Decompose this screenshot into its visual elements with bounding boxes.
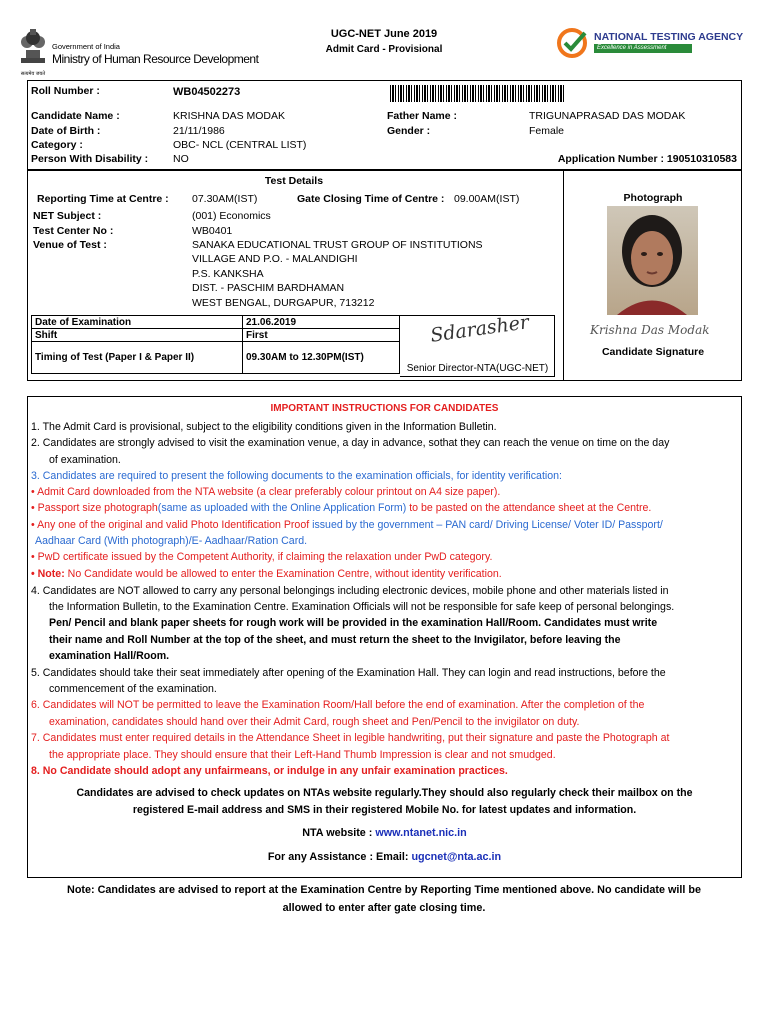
document-bullet-5 [31, 566, 741, 582]
instruction-3: 3. Candidates are required to present the following documents to the examination officials, for identity verification: [31, 470, 562, 482]
shift-label: Shift [32, 329, 243, 342]
category-label: Category : [31, 139, 83, 151]
document-bullet-1: • Admit Card downloaded from the NTA website (a clear preferably colour printout on A4 size paper). [31, 486, 501, 498]
father-value: TRIGUNAPRASAD DAS MODAK [529, 110, 686, 122]
website-link[interactable]: www.ntanet.nic.in [375, 827, 467, 839]
bullet-2-part-b: (same as uploaded with the Online Application Form) [157, 502, 407, 514]
instruction-4a: 4. Candidates are NOT allowed to carry any personal belongings including electronic devices, mobile phone and other materials listed in [31, 585, 669, 597]
bullet-3-part-b: issued by the government – PAN card/ Driving License/ Voter ID/ Passport/ [312, 519, 663, 531]
instruction-4b: the Information Bulletin, to the Examination Centre. Examination Officials will not be responsible for safe keep of personal belongings. [49, 601, 675, 613]
subject-value: (001) Economics [192, 210, 271, 222]
roll-label: Roll Number : [31, 85, 100, 97]
gov-line2: Ministry of Human Resource Development [52, 52, 259, 66]
pwd-value: NO [173, 153, 189, 165]
gender-label: Gender : [387, 125, 431, 137]
director-title: Senior Director-NTA(UGC-NET) [406, 363, 549, 374]
nta-name: NATIONAL TESTING AGENCY [594, 31, 744, 43]
venue-line-1: SANAKA EDUCATIONAL TRUST GROUP OF INSTITUTIONS [192, 239, 483, 251]
reporting-label: Reporting Time at Centre : [37, 193, 169, 205]
instructions-heading: IMPORTANT INSTRUCTIONS FOR CANDIDATES [270, 403, 499, 414]
timing-label: Timing of Test (Paper I & Paper II) [32, 342, 243, 374]
subject-label: NET Subject : [33, 210, 102, 222]
venue-line-4: DIST. - PASCHIM BARDHAMAN [192, 282, 345, 294]
dob-value: 21/11/1986 [173, 125, 225, 137]
father-label: Father Name : [387, 110, 458, 122]
instruction-5b: commencement of the examination. [49, 683, 217, 695]
instruction-4c: Pen/ Pencil and blank paper sheets for rough work will be provided in the examination Hall/Room. Candidates must write [49, 617, 658, 629]
instruction-2b: of examination. [49, 454, 121, 466]
document-bullet-3 [31, 517, 741, 533]
name-label: Candidate Name : [31, 110, 120, 122]
document-bullet-2 [31, 500, 741, 516]
center-value: WB0401 [192, 225, 233, 237]
website-label: NTA website : [302, 827, 376, 839]
gate-label: Gate Closing Time of Centre : [297, 193, 445, 205]
nta-tagline: Excellence in Assessment [594, 44, 692, 53]
instruction-5a: 5. Candidates should take their seat immediately after opening of the Examination Hall. They can login and read instructions, before the [31, 667, 666, 679]
dob-label: Date of Birth : [31, 125, 101, 137]
candidate-signature-label: Candidate Signature [601, 346, 705, 358]
document-bullet-3-cont: Aadhaar Card (With photograph)/E- Aadhaar/Ration Card. [35, 535, 308, 547]
doe-value: 21.06.2019 [243, 316, 400, 329]
application-number: Application Number : 190510310583 [557, 153, 737, 165]
note-prefix: • Note: [31, 568, 65, 580]
name-value: KRISHNA DAS MODAK [173, 110, 286, 122]
footer-note-line-2: allowed to enter after gate closing time. [282, 902, 486, 914]
page-title: UGC-NET June 2019 [330, 28, 438, 40]
bullet-2-part-a: • Passport size photograph [31, 502, 158, 514]
venue-label: Venue of Test : [33, 239, 107, 251]
advisory-line-2: registered E-mail address and SMS in their registered Mobile No. for latest updates and information. [132, 804, 637, 816]
note-text: No Candidate would be allowed to enter the Examination Centre, without identity verification. [64, 568, 502, 580]
reporting-value: 07.30AM(IST) [192, 193, 258, 205]
advisory-line-1: Candidates are advised to check updates on NTAs website regularly.They should also regularly check their mailbox on the [76, 787, 693, 799]
assistance-line [27, 851, 742, 863]
nta-website-line [27, 827, 742, 839]
roll-value: WB04502273 [173, 86, 241, 98]
doe-label: Date of Examination [32, 316, 243, 329]
bullet-3-part-a: • Any one of the original and valid Photo Identification Proof [31, 519, 313, 531]
emblem-logo [18, 28, 48, 77]
exam-schedule-table [31, 315, 400, 374]
test-details-heading: Test Details [264, 175, 324, 187]
assistance-email-link[interactable]: ugcnet@nta.ac.in [411, 851, 502, 863]
timing-value: 09.30AM to 12.30PM(IST) [243, 342, 400, 374]
bullet-2-part-c: to be pasted on the attendance sheet at the Centre. [406, 502, 652, 514]
gov-line1: Government of India [52, 42, 120, 51]
nta-logo [556, 28, 590, 58]
instruction-7a: 7. Candidates must enter required details in the Attendance Sheet in legible handwriting, put their signature and paste the Photograph at [31, 732, 670, 744]
assistance-label: For any Assistance : Email: [267, 851, 412, 863]
instruction-6a: 6. Candidates will NOT be permitted to leave the Examination Room/Hall before the end of examination. After the completion of the [31, 699, 645, 711]
footer-note-line-1: Note: Candidates are advised to report at the Examination Centre by Reporting Time mentioned above. No candidate will be [67, 884, 701, 896]
instruction-1: 1. The Admit Card is provisional, subject to the eligibility conditions given in the Information Bulletin. [31, 421, 497, 433]
page-subtitle: Admit Card - Provisional [325, 44, 443, 55]
barcode [390, 85, 566, 102]
venue-line-3: P.S. KANKSHA [192, 268, 264, 280]
category-value: OBC- NCL (CENTRAL LIST) [173, 139, 307, 151]
instruction-7b: the appropriate place. They should ensure that their Left-Hand Thumb Impression is clear and not smudged. [49, 749, 556, 761]
gate-value: 09.00AM(IST) [454, 193, 520, 205]
shift-value: First [243, 329, 400, 342]
instruction-8: 8. No Candidate should adopt any unfairmeans, or indulge in any unfair examination practices. [31, 765, 508, 777]
venue-line-5: WEST BENGAL, DURGAPUR, 713212 [192, 297, 375, 309]
center-label: Test Center No : [33, 225, 114, 237]
instruction-6b: examination, candidates should hand over their Admit Card, rough sheet and Pen/Pencil to the invigilator on duty. [49, 716, 580, 728]
candidate-photo [607, 206, 698, 315]
instruction-2a: 2. Candidates are strongly advised to visit the examination venue, a day in advance, sothat they can reach the venue on time on the day [31, 437, 670, 449]
venue-line-2: VILLAGE AND P.O. - MALANDIGHI [192, 253, 358, 265]
document-bullet-4: • PwD certificate issued by the Competent Authority, if claiming the relaxation under PwD category. [31, 551, 493, 563]
candidate-signature-image: Krishna Das Modak [590, 323, 710, 337]
photo-label: Photograph [623, 192, 683, 204]
instruction-4e: examination Hall/Room. [49, 650, 170, 662]
instruction-4d: their name and Roll Number at the top of the sheet, and must return the sheet to the Invigilator, before leaving the [49, 634, 621, 646]
pwd-label: Person With Disability : [31, 153, 149, 165]
director-signature: Sdarasher [428, 311, 531, 347]
gender-value: Female [529, 125, 565, 137]
emblem-caption: सत्यमेव जयते [20, 71, 46, 77]
